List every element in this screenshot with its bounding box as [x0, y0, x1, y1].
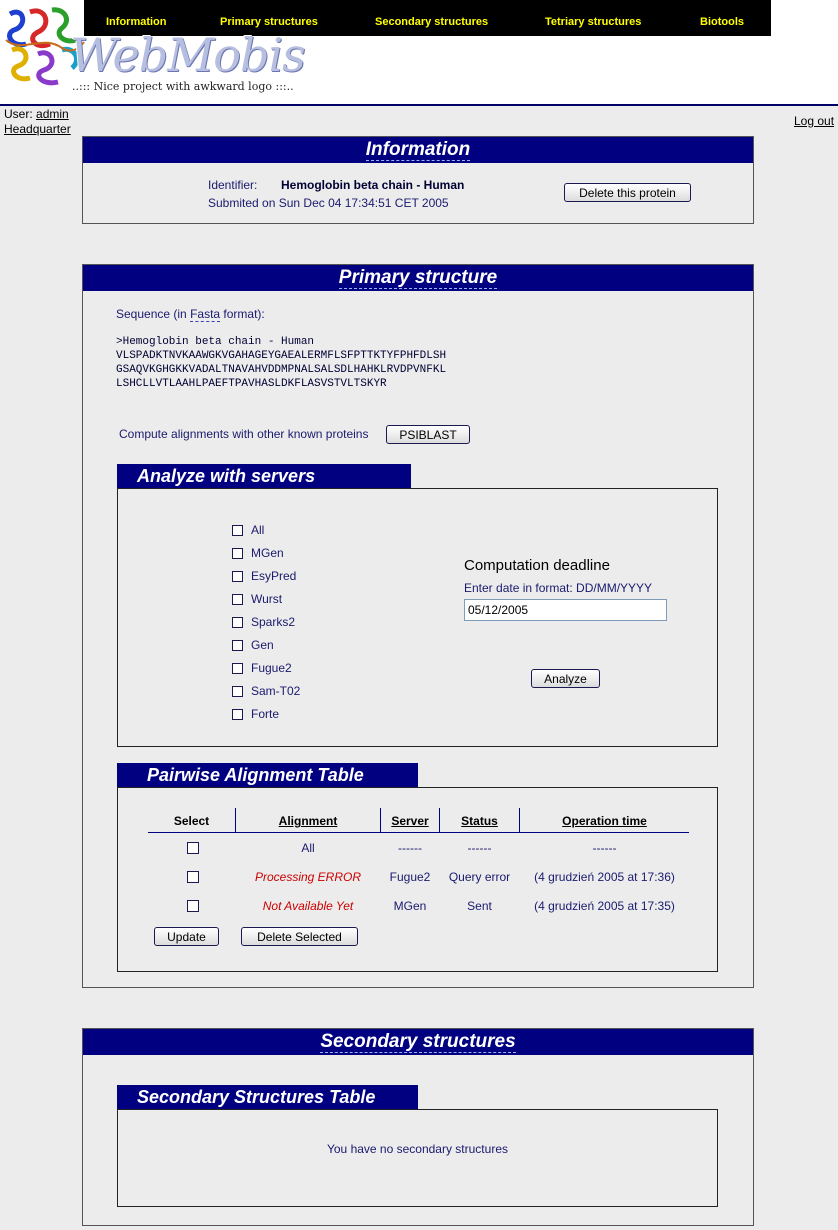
user-group-link[interactable]: Headquarter — [4, 122, 71, 136]
deadline-input[interactable] — [464, 599, 667, 621]
analyze-box — [117, 488, 718, 747]
row-operation-time: (4 grudzień 2005 at 17:35) — [534, 899, 675, 913]
delete-protein-button[interactable]: Delete this protein — [564, 183, 691, 202]
row-status: Query error — [448, 870, 511, 884]
row-operation-time: ------ — [592, 841, 617, 855]
row-alignment-pending[interactable]: Not Available Yet — [262, 899, 354, 913]
server-label-sam-t02: Sam-T02 — [251, 684, 301, 698]
secondary-title: Secondary structures — [320, 1031, 516, 1052]
logout-link[interactable]: Log out — [794, 114, 835, 128]
server-checkbox-mgen[interactable] — [232, 548, 243, 559]
sequence-prefix: Sequence (in — [116, 307, 191, 321]
pairwise-alignment-section — [117, 763, 718, 973]
row-server: Fugue2 — [389, 870, 431, 884]
information-title: Information — [365, 139, 471, 160]
nav-biotools[interactable]: Biotools — [700, 16, 744, 28]
row-operation-time: (4 grudzień 2005 at 17:36) — [534, 870, 675, 884]
analyze-tab: Analyze with servers — [117, 464, 411, 488]
server-checkbox-wurst[interactable] — [232, 594, 243, 605]
nav-information[interactable]: Information — [106, 16, 167, 28]
server-label-sparks2: Sparks2 — [251, 615, 296, 629]
deadline-hint: Enter date in format: DD/MM/YYYY — [464, 581, 653, 595]
row-select-checkbox[interactable] — [187, 900, 199, 912]
submitted-date: Submited on Sun Dec 04 17:34:51 CET 2005 — [208, 196, 449, 210]
row-alignment-error[interactable]: Processing ERROR — [254, 870, 362, 884]
server-label-wurst: Wurst — [251, 592, 283, 606]
identifier-label: Identifier: — [208, 178, 258, 192]
sequence-caption — [116, 307, 265, 321]
pairwise-box — [117, 787, 718, 972]
server-checkbox-esypred[interactable] — [232, 571, 243, 582]
secondary-table-section — [117, 1085, 718, 1210]
col-header-operation-time[interactable]: Operation time — [562, 814, 647, 828]
information-panel — [82, 136, 754, 224]
row-server: ------ — [398, 841, 422, 855]
server-checkbox-gen[interactable] — [232, 640, 243, 651]
server-label-mgen: MGen — [251, 546, 284, 560]
col-header-status[interactable]: Status — [461, 814, 498, 828]
psiblast-label: Compute alignments with other known proteins — [119, 427, 369, 441]
deadline-title: Computation deadline — [464, 557, 610, 574]
information-title-bar — [83, 137, 753, 163]
row-status: ------ — [467, 841, 492, 855]
analyze-servers-section — [117, 464, 718, 748]
site-tagline: ..::: Nice project with awkward logo :::.. — [72, 80, 294, 93]
col-header-select: Select — [173, 814, 210, 828]
user-info — [4, 107, 71, 137]
server-checkbox-all[interactable] — [232, 525, 243, 536]
primary-title: Primary structure — [338, 267, 498, 288]
fasta-line: VLSPADKTNVKAAWGKVGAHAGEYGAEALERMFLSFPTTKTYFPHFDLSH — [116, 350, 447, 362]
table-header-underline — [148, 832, 689, 833]
sequence-suffix: format): — [220, 307, 265, 321]
update-button[interactable]: Update — [154, 927, 219, 946]
server-checkbox-fugue2[interactable] — [232, 663, 243, 674]
row-status: Sent — [467, 899, 492, 913]
logout-link-wrap — [794, 114, 834, 128]
server-checkbox-forte[interactable] — [232, 709, 243, 720]
secondary-structures-panel — [82, 1028, 754, 1226]
fasta-line: GSAQVKGHGKKVADALTNAVAHVDDMPNALSALSDLHAHKLRVDPVNFKL — [116, 364, 447, 376]
analyze-button[interactable]: Analyze — [531, 669, 600, 688]
nav-primary-structures[interactable]: Primary structures — [220, 16, 318, 28]
nav-tetriary-structures[interactable]: Tetriary structures — [545, 16, 642, 28]
secondary-table-box — [117, 1109, 718, 1207]
user-name-link[interactable]: admin — [36, 107, 69, 121]
col-header-server[interactable]: Server — [391, 814, 429, 828]
secondary-table-tab: Secondary Structures Table — [117, 1085, 418, 1109]
row-alignment: All — [301, 841, 315, 855]
primary-structure-panel — [82, 264, 754, 988]
empty-secondary-message: You have no secondary structures — [326, 1142, 508, 1156]
server-label-forte: Forte — [251, 707, 280, 721]
row-select-checkbox[interactable] — [187, 871, 199, 883]
user-label: User: — [4, 107, 33, 121]
row-select-checkbox[interactable] — [187, 842, 199, 854]
fasta-line: LSHCLLVTLAAHLPAEFTPAVHASLDKFLASVSTVLTSKYR — [116, 378, 387, 390]
fasta-sequence — [116, 335, 446, 391]
server-checkbox-sam-t02[interactable] — [232, 686, 243, 697]
server-label-all: All — [251, 523, 265, 537]
primary-title-bar — [83, 265, 753, 291]
fasta-link[interactable]: Fasta — [190, 307, 221, 321]
server-label-esypred: EsyPred — [251, 569, 297, 583]
identifier-value: Hemoglobin beta chain - Human — [281, 178, 465, 192]
site-logo-title: WebMobis — [70, 28, 305, 82]
secondary-title-bar — [83, 1029, 753, 1055]
server-label-fugue2: Fugue2 — [251, 661, 292, 675]
server-label-gen: Gen — [251, 638, 274, 652]
row-server: MGen — [393, 899, 427, 913]
fasta-line: >Hemoglobin beta chain - Human — [116, 336, 315, 348]
pairwise-tab: Pairwise Alignment Table — [117, 763, 418, 787]
nav-secondary-structures[interactable]: Secondary structures — [375, 16, 489, 28]
server-checkbox-sparks2[interactable] — [232, 617, 243, 628]
psiblast-button[interactable]: PSIBLAST — [386, 425, 470, 444]
col-header-alignment[interactable]: Alignment — [278, 814, 338, 828]
delete-selected-button[interactable]: Delete Selected — [241, 927, 358, 946]
